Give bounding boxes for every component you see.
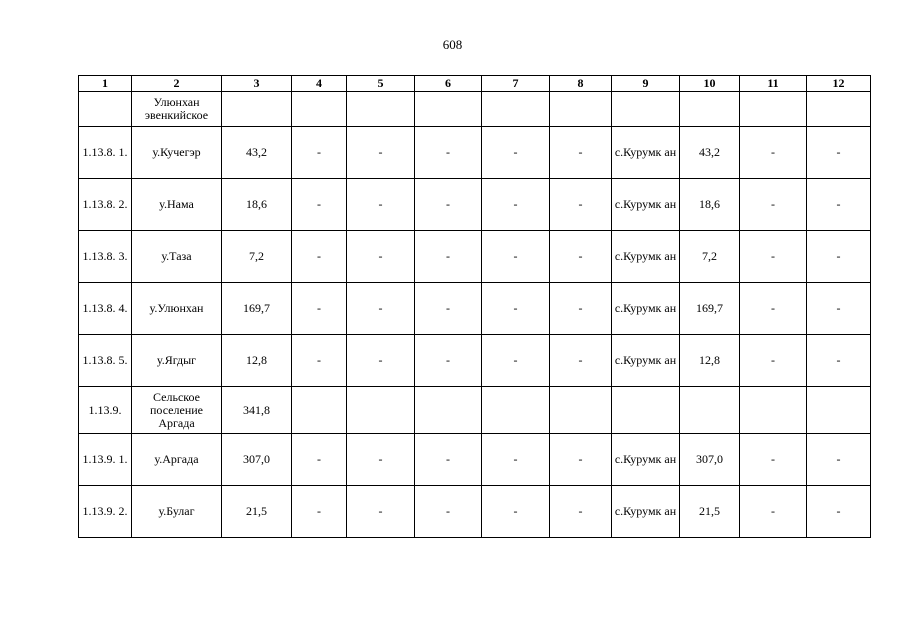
table-cell: 1.13.9. 2. [79, 486, 132, 538]
header-cell-2: 2 [132, 76, 222, 92]
table-cell: - [292, 127, 347, 179]
table-cell [292, 387, 347, 434]
table-cell: 7,2 [222, 231, 292, 283]
table-cell: - [415, 283, 482, 335]
table-cell: 169,7 [680, 283, 740, 335]
table-cell: - [550, 335, 612, 387]
table-cell: - [807, 231, 871, 283]
table-cell: - [550, 283, 612, 335]
table-cell: - [740, 486, 807, 538]
header-row [79, 76, 871, 92]
header-cell-5: 5 [347, 76, 415, 92]
table-cell [612, 92, 680, 127]
table-cell: 12,8 [222, 335, 292, 387]
table-cell: 1.13.8. 4. [79, 283, 132, 335]
table-cell [482, 387, 550, 434]
table-cell: с.Курумк ан [612, 231, 680, 283]
header-cell-9: 9 [612, 76, 680, 92]
table-cell: 307,0 [680, 434, 740, 486]
table-cell: - [550, 486, 612, 538]
table-cell: - [415, 127, 482, 179]
table-cell: 1.13.8. 3. [79, 231, 132, 283]
table-body [79, 92, 871, 538]
table-cell: - [482, 283, 550, 335]
page-number: 608 [442, 37, 463, 52]
table-cell: у.Кучегэр [132, 127, 222, 179]
table-row [79, 434, 871, 486]
table-cell: 21,5 [680, 486, 740, 538]
table-cell: 1.13.8. 5. [79, 335, 132, 387]
table-cell: - [740, 283, 807, 335]
table-cell: - [482, 179, 550, 231]
header-cell-4: 4 [292, 76, 347, 92]
table-cell [347, 92, 415, 127]
table-cell: - [415, 434, 482, 486]
table-cell: с.Курумк ан [612, 179, 680, 231]
table-cell: - [482, 231, 550, 283]
table-cell: 18,6 [680, 179, 740, 231]
header-cell-8: 8 [550, 76, 612, 92]
table-cell: 43,2 [222, 127, 292, 179]
table-cell [740, 92, 807, 127]
table-cell: - [740, 335, 807, 387]
table-cell: - [740, 179, 807, 231]
table-row [79, 127, 871, 179]
table-cell: у.Нама [132, 179, 222, 231]
table-cell: - [550, 127, 612, 179]
header-cell-1: 1 [79, 76, 132, 92]
table-cell: - [415, 179, 482, 231]
table-cell: - [415, 231, 482, 283]
header-cell-6: 6 [415, 76, 482, 92]
table-cell [680, 92, 740, 127]
table-cell: 7,2 [680, 231, 740, 283]
table-cell: - [807, 127, 871, 179]
table-cell: - [740, 434, 807, 486]
table-cell: - [807, 179, 871, 231]
table-cell: у.Булаг [132, 486, 222, 538]
header-cell-10: 10 [680, 76, 740, 92]
table-cell: - [415, 335, 482, 387]
table-cell: - [550, 231, 612, 283]
table-row [79, 283, 871, 335]
table-cell: 1.13.9. 1. [79, 434, 132, 486]
table-cell: - [482, 127, 550, 179]
table-cell [807, 387, 871, 434]
table-cell [415, 387, 482, 434]
table-cell [550, 387, 612, 434]
table-cell: у.Ягдыг [132, 335, 222, 387]
table-cell: 307,0 [222, 434, 292, 486]
table-cell: Улюнхан эвенкийское [132, 92, 222, 127]
group-row [79, 387, 871, 434]
table-cell: с.Курумк ан [612, 486, 680, 538]
table-cell: - [807, 434, 871, 486]
table-row [79, 231, 871, 283]
table-cell: 169,7 [222, 283, 292, 335]
table-row [79, 179, 871, 231]
table-cell [347, 387, 415, 434]
table-cell: с.Курумк ан [612, 335, 680, 387]
table-cell: с.Курумк ан [612, 434, 680, 486]
table-cell: 12,8 [680, 335, 740, 387]
table-cell: - [347, 283, 415, 335]
table-cell: у.Аргада [132, 434, 222, 486]
table-cell: - [292, 335, 347, 387]
document-table [78, 75, 871, 538]
table-cell [612, 387, 680, 434]
table-cell: - [550, 179, 612, 231]
table-cell: - [347, 486, 415, 538]
table-cell [482, 92, 550, 127]
table-cell: - [807, 283, 871, 335]
header-cell-7: 7 [482, 76, 550, 92]
table-cell: с.Курумк ан [612, 127, 680, 179]
table-cell: 18,6 [222, 179, 292, 231]
table-cell: - [347, 434, 415, 486]
table-cell: - [482, 486, 550, 538]
table-row [79, 335, 871, 387]
table-cell: у.Таза [132, 231, 222, 283]
table-cell: - [482, 335, 550, 387]
table-cell: - [292, 486, 347, 538]
table-cell: - [740, 127, 807, 179]
table-cell: 21,5 [222, 486, 292, 538]
table-cell: - [550, 434, 612, 486]
table-cell: - [740, 231, 807, 283]
table-cell: - [807, 335, 871, 387]
table-cell [222, 92, 292, 127]
table-cell: с.Курумк ан [612, 283, 680, 335]
table-cell: - [347, 127, 415, 179]
table-cell [740, 387, 807, 434]
table-cell: - [482, 434, 550, 486]
table-cell: - [347, 179, 415, 231]
table-cell: - [347, 231, 415, 283]
table-cell: Сельское поселение Аргада [132, 387, 222, 434]
table-cell: 1.13.9. [79, 387, 132, 434]
header-cell-12: 12 [807, 76, 871, 92]
table-cell: 341,8 [222, 387, 292, 434]
table-cell: - [292, 231, 347, 283]
table-cell [680, 387, 740, 434]
table-cell [550, 92, 612, 127]
table-cell [807, 92, 871, 127]
table-cell: 1.13.8. 2. [79, 179, 132, 231]
table-cell: - [415, 486, 482, 538]
continuation-row [79, 92, 871, 127]
table-cell [415, 92, 482, 127]
table-cell: - [292, 283, 347, 335]
table-cell: у.Улюнхан [132, 283, 222, 335]
table-cell [79, 92, 132, 127]
table-cell: - [347, 335, 415, 387]
header-cell-11: 11 [740, 76, 807, 92]
table-row [79, 486, 871, 538]
table-cell: - [807, 486, 871, 538]
table-cell: 1.13.8. 1. [79, 127, 132, 179]
table-cell: 43,2 [680, 127, 740, 179]
table-cell: - [292, 434, 347, 486]
table-cell [292, 92, 347, 127]
header-cell-3: 3 [222, 76, 292, 92]
table-cell: - [292, 179, 347, 231]
